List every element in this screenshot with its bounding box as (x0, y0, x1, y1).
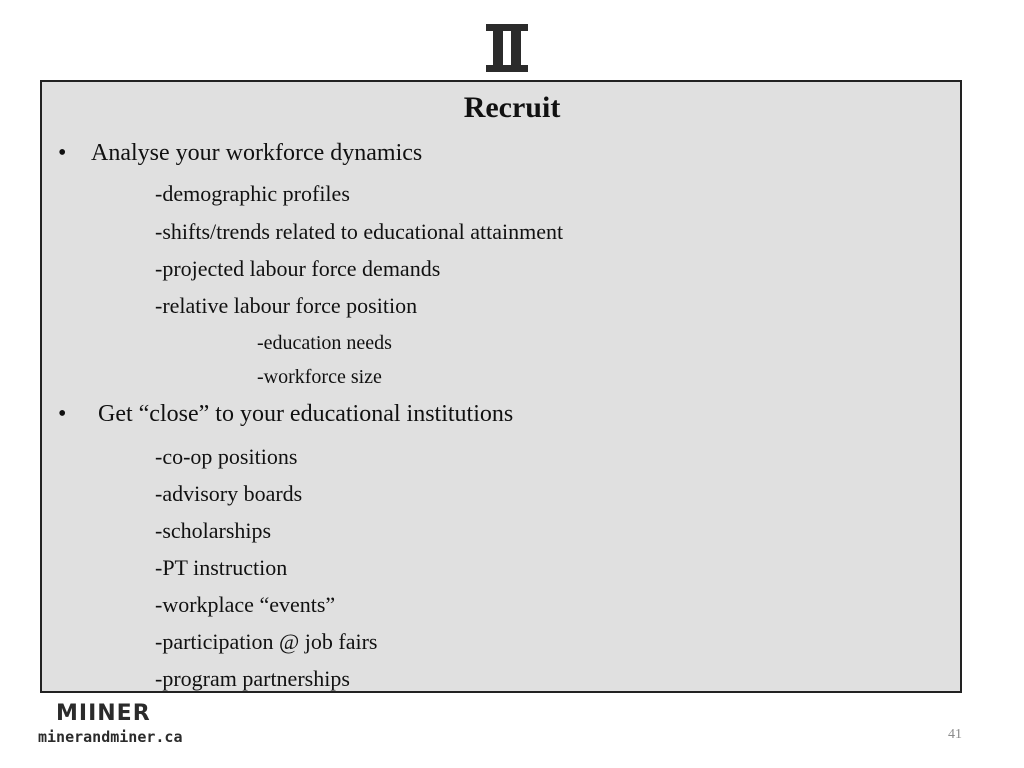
nested-list-item: -workforce size (257, 366, 382, 388)
bullet-marker: • (58, 401, 67, 427)
list-item: -PT instruction (155, 555, 288, 580)
nested-list-item: -education needs (257, 332, 392, 354)
bullet-workforce-dynamics (58, 139, 658, 167)
list-item: -demographic profiles (155, 181, 350, 206)
list-item: -workplace “events” (155, 592, 336, 617)
slide-title: Recruit (463, 91, 561, 124)
page-number: 41 (948, 727, 962, 742)
bullet-educational-institutions (58, 400, 678, 428)
monogram-logo-icon (486, 24, 528, 72)
brand-url: minerandminer.ca (38, 728, 183, 746)
brand-wordmark: MIINER (56, 701, 151, 726)
list-item: -projected labour force demands (155, 256, 441, 281)
list-item: -co-op positions (155, 444, 298, 469)
list-item: -participation @ job fairs (155, 629, 378, 654)
bullet-text: Analyse your workforce dynamics (91, 140, 423, 166)
list-item: -program partnerships (155, 666, 350, 691)
list-item: -relative labour force position (155, 293, 418, 318)
bullet-text: Get “close” to your educational institutions (98, 401, 514, 427)
bullet-marker: • (58, 140, 67, 166)
list-item: -advisory boards (155, 481, 303, 506)
list-item: -shifts/trends related to educational attainment (155, 219, 564, 244)
list-item: -scholarships (155, 518, 272, 543)
